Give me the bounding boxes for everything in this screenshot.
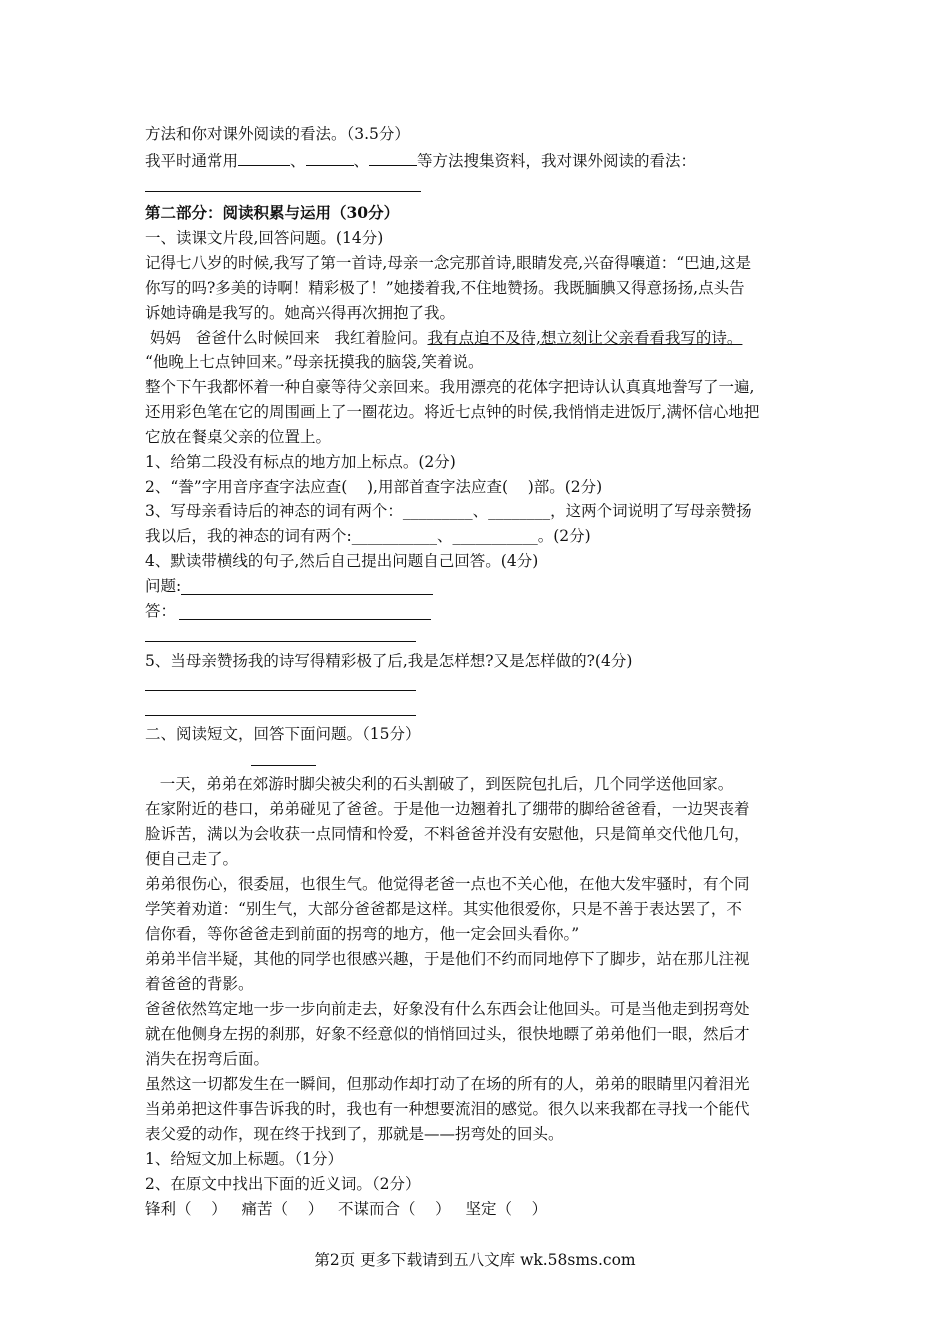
title-blank[interactable]	[251, 765, 316, 766]
text-line: 消失在拐弯后面。	[145, 1050, 270, 1068]
question: 我以后，我的神态的词有两个:___________、___________。(2分)	[145, 527, 591, 545]
question: 5、当母亲赞扬我的诗写得精彩极了后,我是怎样想?又是怎样做的?(4分)	[145, 652, 633, 670]
question: 4、默读带横线的句子,然后自己提出问题自己回答。(4分)	[145, 552, 539, 570]
text-line: 信你看，等你爸爸走到前面的拐弯的地方，他一定会回头看你。”	[145, 925, 580, 943]
question: 2、“誊”字用音序查字法应查( ),用部首查字法应查( )部。(2分)	[145, 478, 603, 496]
section-heading: 一、读课文片段,回答问题。(14分)	[145, 229, 384, 247]
text-line: 便自己走了。	[145, 850, 239, 868]
text-line: 还用彩色笔在它的周围画上了一圈花边。将近七点钟的时侯,我悄悄走进饭厅,满怀信心地把	[145, 403, 760, 421]
text-line: 整个下午我都怀着一种自豪等待父亲回来。我用漂亮的花体字把诗认认真真地誊写了一遍,	[145, 378, 755, 396]
question: 锋利（ ） 痛苦（ ） 不谋而合（ ） 坚定（ ）	[145, 1200, 548, 1218]
text-line: 爸爸依然笃定地一步一步向前走去，好象没有什么东西会让他回头。可是当他走到拐弯处	[145, 1000, 750, 1018]
question: 1、给短文加上标题。（1分）	[145, 1150, 343, 1168]
fill-blank[interactable]	[369, 151, 417, 166]
fill-blank[interactable]	[306, 151, 354, 166]
text-line: 一天，弟弟在郊游时脚尖被尖利的石头割破了，到医院包扎后，几个同学送他回家。	[145, 775, 734, 793]
text-line: 当弟弟把这件事告诉我的时，我也有一种想要流泪的感觉。很久以来我都在寻找一个能代	[145, 1100, 750, 1118]
text-line: 弟弟半信半疑，其他的同学也很感兴趣，于是他们不约而同地停下了脚步，站在那儿注视	[145, 950, 750, 968]
answer-line[interactable]	[181, 594, 433, 595]
text-line: 你写的吗?多美的诗啊！精彩极了！”她搂着我,不住地赞扬。我既腼腆又得意扬扬,点头告	[145, 279, 745, 297]
answer-line[interactable]	[145, 715, 416, 716]
answer-line[interactable]	[179, 619, 431, 620]
page-footer: 第2页 更多下载请到五八文库 wk.58sms.com	[314, 1251, 636, 1269]
text-line: 诉她诗确是我写的。她高兴得再次拥抱了我。	[145, 304, 456, 322]
text-line: 弟弟很伤心，很委屈，也很生气。他觉得老爸一点也不关心他，在他大发牢骚时，有个同	[145, 875, 750, 893]
text-line: 它放在餐桌父亲的位置上。	[145, 428, 332, 446]
text-line: 记得七八岁的时候,我写了第一首诗,母亲一念完那首诗,眼睛发亮,兴奋得嚷道：“巴迪,这是	[145, 254, 752, 272]
question: 1、给第二段没有标点的地方加上标点。(2分)	[145, 453, 456, 471]
question: 2、在原文中找出下面的近义词。（2分）	[145, 1175, 421, 1193]
answer-label: 问题:	[145, 577, 182, 595]
text-line: 就在他侧身左拐的刹那，好象不经意似的悄悄回过头，很快地瞟了弟弟他们一眼，然后才	[145, 1025, 750, 1043]
answer-line[interactable]	[145, 641, 416, 642]
question: 3、写母亲看诗后的神态的词有两个：_________、________，这两个词说明了写母亲赞扬	[145, 502, 752, 520]
text-line: 脸诉苦，满以为会收获一点同情和怜爱，不料爸爸并没有安慰他，只是简单交代他几句，	[145, 825, 750, 843]
underlined-sentence: 我有点迫不及待,想立刻让父亲看看我写的诗。	[427, 329, 743, 347]
fill-blank[interactable]	[238, 151, 290, 166]
text-line: “他晚上七点钟回来。”母亲抚摸我的脑袋,笑着说。	[145, 353, 484, 371]
text-line: 我平时通常用 、 、 等方法搜集资料，我对课外阅读的看法：	[145, 152, 697, 170]
section-heading: 第二部分：阅读积累与运用（30分）	[145, 203, 400, 222]
text-line: 妈妈 爸爸什么时候回来 我红着脸问。我有点迫不及待,想立刻让父亲看看我写的诗。	[145, 329, 743, 347]
answer-label: 答：	[145, 602, 177, 620]
text-line: 表父爱的动作，现在终于找到了，那就是——拐弯处的回头。	[145, 1125, 564, 1143]
answer-line[interactable]	[145, 690, 416, 691]
text-line: 着爸爸的背影。	[145, 975, 254, 993]
text-line: 方法和你对课外阅读的看法。（3.5分）	[145, 125, 410, 143]
text-line: 学笑着劝道：“别生气，大部分爸爸都是这样。其实他很爱你，只是不善于表达罢了，不	[145, 900, 742, 918]
answer-line[interactable]	[145, 191, 421, 192]
section-heading: 二、阅读短文，回答下面问题。（15分）	[145, 725, 421, 743]
text-line: 在家附近的巷口，弟弟碰见了爸爸。于是他一边翘着扎了绷带的脚给爸爸看，一边哭丧着	[145, 800, 750, 818]
text-line: 虽然这一切都发生在一瞬间，但那动作却打动了在场的所有的人，弟弟的眼睛里闪着泪光	[145, 1075, 750, 1093]
